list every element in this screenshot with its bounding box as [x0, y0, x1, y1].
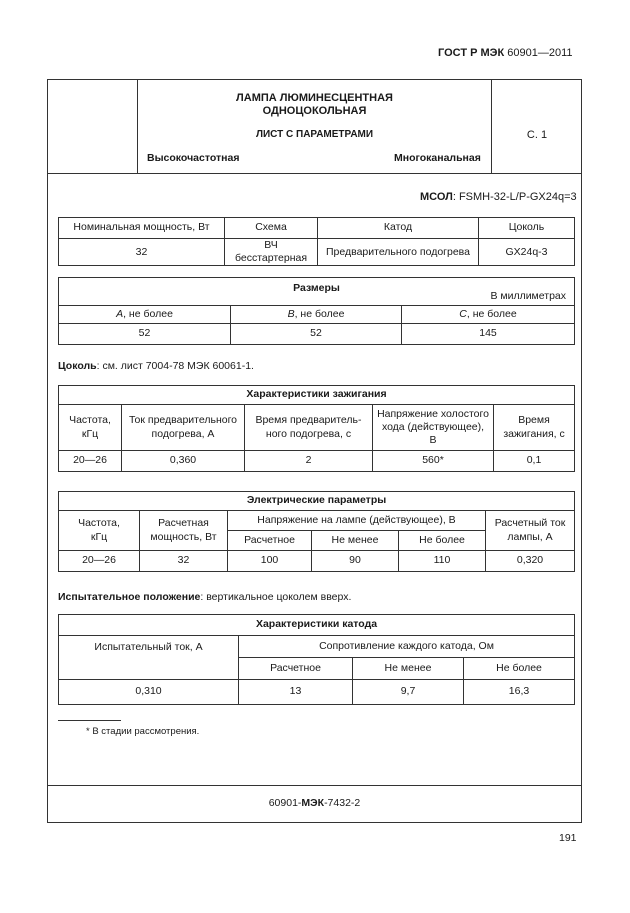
cap-note-label: Цоколь: [58, 360, 97, 372]
lamp-title-line2: ОДНОЦОКОЛЬНАЯ: [262, 105, 367, 117]
header-cap: Цоколь: [479, 218, 575, 239]
header-el-voltage: Напряжение на лампе (действующее), В: [228, 511, 486, 531]
sheet-code-bold: МЭК: [301, 797, 325, 809]
header-ign-open-voltage: Напряжение холостого хода (действующее), В: [373, 405, 494, 451]
lamp-type-right: Многоканальная: [394, 152, 481, 164]
value-circuit: ВЧ бесстартерная: [225, 239, 318, 266]
footnote: * В стадии рассмотрения.: [86, 726, 200, 737]
header-cat-rated: Расчетное: [239, 658, 353, 680]
mcol-designation: [420, 191, 577, 203]
dimensions-table: [58, 277, 575, 345]
sheet-number: С. 1: [526, 129, 548, 141]
value-ign-preheat-time: 2: [245, 451, 373, 472]
mcol-value: : FSMH-32-L/P-GX24q=3: [452, 191, 577, 203]
value-el-current: 0,320: [486, 551, 575, 572]
value-dim-a: 52: [59, 324, 231, 345]
header-dim-a: A, не более: [59, 306, 231, 324]
value-rated-power: 32: [59, 239, 225, 266]
header-cat-max: Не более: [464, 658, 575, 680]
electrical-title: Электрические параметры: [59, 492, 575, 511]
value-dim-b: 52: [231, 324, 402, 345]
standard-code-number: 60901—2011: [507, 47, 573, 59]
header-el-frequency: Частота, кГц: [59, 511, 140, 551]
sheet-subtitle: ЛИСТ С ПАРАМЕТРАМИ: [255, 129, 374, 140]
ignition-title: Характеристики зажигания: [59, 386, 575, 405]
page-number: 191: [559, 832, 577, 844]
value-el-voltage-rated: 100: [228, 551, 312, 572]
value-dim-c: 145: [402, 324, 575, 345]
value-el-power: 32: [140, 551, 228, 572]
lamp-title: [138, 92, 491, 118]
header-rated-power: Номинальная мощность, Вт: [59, 218, 225, 239]
cap-note: [58, 360, 254, 372]
standard-header: [438, 47, 573, 59]
value-ign-preheat-current: 0,360: [122, 451, 245, 472]
value-cat-min: 9,7: [353, 680, 464, 705]
header-el-power: Расчетная мощность, Вт: [140, 511, 228, 551]
cathode-title: Характеристики катода: [59, 615, 575, 636]
header-dim-c: C, не более: [402, 306, 575, 324]
lamp-type-left: Высокочастотная: [147, 152, 240, 164]
mcol-label: МСОЛ: [420, 191, 453, 203]
lamp-title-line1: ЛАМПА ЛЮМИНЕСЦЕНТНАЯ: [236, 92, 393, 104]
header-cat-current: Испытательный ток, А: [59, 636, 239, 680]
value-cat-rated: 13: [239, 680, 353, 705]
value-cat-current: 0,310: [59, 680, 239, 705]
value-cap: GX24q-3: [479, 239, 575, 266]
value-ign-open-voltage: 560*: [373, 451, 494, 472]
header-cat-min: Не менее: [353, 658, 464, 680]
value-ign-time: 0,1: [494, 451, 575, 472]
header-el-voltage-rated: Расчетное: [228, 531, 312, 551]
header-cat-resistance: Сопротивление каждого катода, Ом: [239, 636, 575, 658]
header-ign-preheat-current: Ток предварительного подогрева, А: [122, 405, 245, 451]
dimensions-title-cell: [59, 278, 575, 306]
header-cathode: Катод: [318, 218, 479, 239]
footnote-rule: [58, 720, 121, 721]
test-position-note: [58, 591, 351, 603]
test-position-text: : вертикальное цоколем вверх.: [200, 591, 352, 603]
header-dim-b: B, не более: [231, 306, 402, 324]
value-cathode: Предварительного подогрева: [318, 239, 479, 266]
main-parameters-table: [58, 217, 575, 266]
value-ign-frequency: 20—26: [59, 451, 122, 472]
footer-divider: [47, 785, 582, 786]
title-block-bottom: [47, 173, 582, 174]
value-cat-max: 16,3: [464, 680, 575, 705]
header-ign-time: Время зажигания, с: [494, 405, 575, 451]
sheet-code: [47, 797, 582, 809]
dimensions-unit-note: В миллиметрах: [490, 290, 567, 302]
ignition-table: [58, 385, 575, 472]
test-position-label: Испытательное положение: [58, 591, 201, 603]
header-ign-preheat-time: Время предваритель- ного подогрева, с: [245, 405, 373, 451]
value-el-frequency: 20—26: [59, 551, 140, 572]
sheet-code-post: -7432-2: [324, 797, 361, 809]
header-el-current: Расчетный ток лампы, А: [486, 511, 575, 551]
header-circuit: Схема: [225, 218, 318, 239]
title-divider-right: [491, 79, 492, 173]
standard-code-bold: ГОСТ Р МЭК: [438, 47, 505, 59]
header-el-voltage-max: Не более: [399, 531, 486, 551]
cathode-table: [58, 614, 575, 705]
value-el-voltage-max: 110: [399, 551, 486, 572]
dimensions-title: Размеры: [293, 282, 340, 294]
cap-note-text: : см. лист 7004-78 МЭК 60061-1.: [96, 360, 254, 372]
value-el-voltage-min: 90: [312, 551, 399, 572]
sheet-code-pre: 60901-: [268, 797, 302, 809]
header-ign-frequency: Частота, кГц: [59, 405, 122, 451]
electrical-table: [58, 491, 575, 572]
header-el-voltage-min: Не менее: [312, 531, 399, 551]
